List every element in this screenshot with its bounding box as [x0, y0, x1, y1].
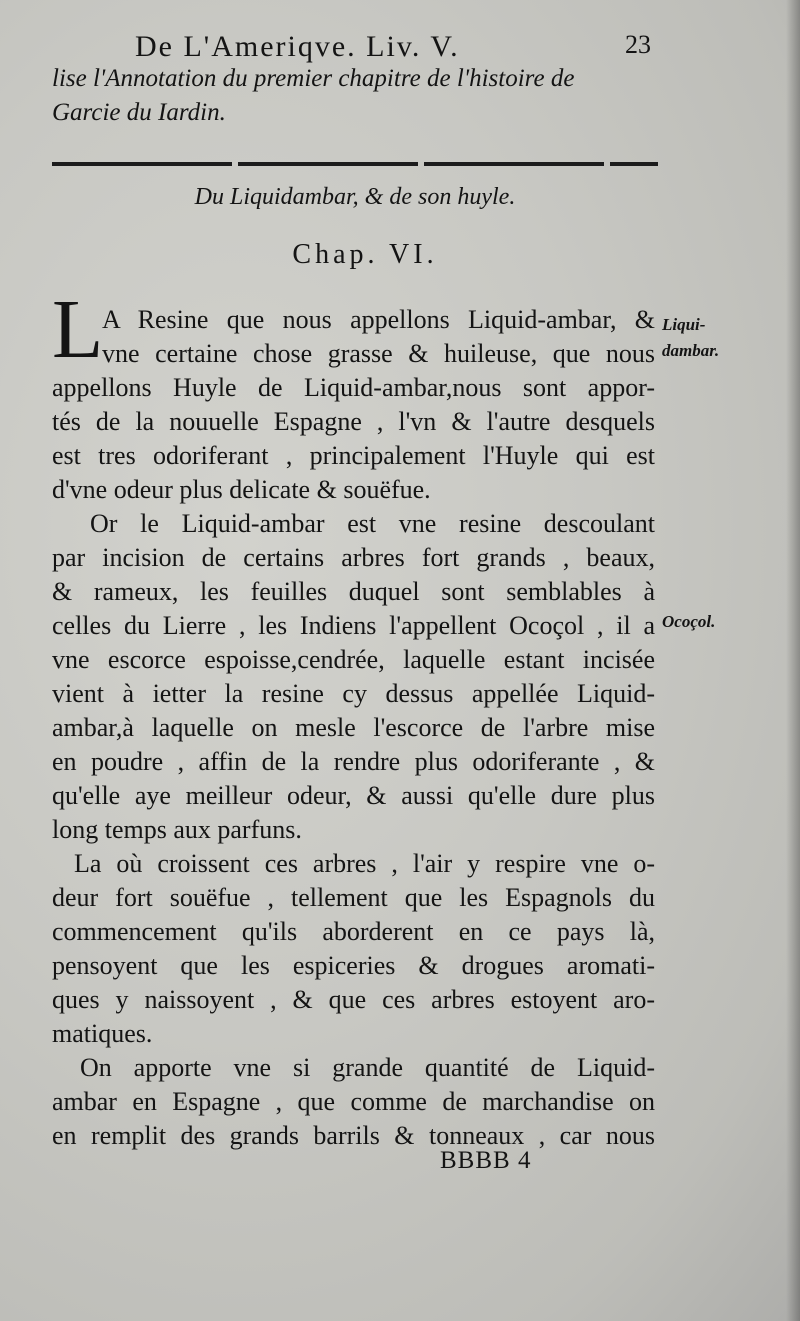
text-line: Or le Liquid-ambar est vne resine descoulant — [90, 509, 655, 538]
text-line: appellons Huyle de Liquid-ambar,nous sont appor- — [52, 373, 655, 402]
text-line: est tres odoriferant , principalement l'Huyle qui est — [52, 441, 655, 470]
text-line: celles du Lierre , les Indiens l'appellent Ocoçol , il a — [52, 611, 655, 640]
signature-mark: BBBB 4 — [440, 1147, 532, 1174]
margin-note: dambar. — [662, 341, 720, 360]
text-line: deur fort souëfue , tellement que les Espagnols du — [52, 883, 655, 912]
text-line: La où croissent ces arbres , l'air y respire vne o- — [74, 849, 655, 878]
chapter-heading: Chap. VI. — [292, 239, 438, 270]
section-subtitle: Du Liquidambar, & de son huyle. — [194, 184, 516, 210]
ornamental-rule — [52, 162, 658, 166]
text-line: pensoyent que les espiceries & drogues aromati- — [52, 951, 655, 980]
carryover-line: Garcie du Iardin. — [52, 99, 226, 126]
text-line: commencement qu'ils aborderent en ce pays là, — [52, 917, 655, 946]
text-line: par incision de certains arbres fort grands , beaux, — [52, 543, 655, 572]
text-line: en poudre , affin de la rendre plus odoriferante , & — [52, 747, 655, 776]
text-line: ambar,à laquelle on mesle l'escorce de l'arbre mise — [52, 713, 655, 742]
text-line: vne certaine chose grasse & huileuse, que nous — [102, 339, 655, 368]
drop-cap: L — [52, 283, 104, 376]
text-line: ambar en Espagne , que comme de marchandise on — [52, 1087, 655, 1116]
text-line: On apporte vne si grande quantité de Liquid- — [80, 1053, 655, 1082]
running-title: De L'Ameriqve. Liv. V. — [135, 30, 460, 63]
margin-note: Liqui- — [662, 315, 706, 334]
text-line: vient à ietter la resine cy dessus appellée Liquid- — [52, 679, 655, 708]
text-line: matiques. — [52, 1019, 153, 1048]
text-line: long temps aux parfuns. — [52, 815, 302, 844]
text-line: & rameux, les feuilles duquel sont semblables à — [52, 577, 655, 606]
page-number: 23 — [625, 30, 651, 59]
text-line: vne escorce espoisse,cendrée, laquelle estant incisée — [52, 645, 655, 674]
margin-note: Ocoçol. — [662, 612, 716, 631]
text-line: qu'elle aye meilleur odeur, & aussi qu'elle dure plus — [52, 781, 655, 810]
text-line: ques y naissoyent , & que ces arbres estoyent aro- — [52, 985, 655, 1014]
text-line: tés de la nouuelle Espagne , l'vn & l'autre desquels — [52, 407, 655, 436]
carryover-line: lise l'Annotation du premier chapitre de l'histoire de — [52, 65, 575, 92]
text-line: d'vne odeur plus delicate & souëfue. — [52, 475, 431, 504]
text-line: A Resine que nous appellons Liquid-ambar, & — [102, 305, 655, 334]
text-line: en remplit des grands barrils & tonneaux , car nous — [52, 1121, 655, 1150]
